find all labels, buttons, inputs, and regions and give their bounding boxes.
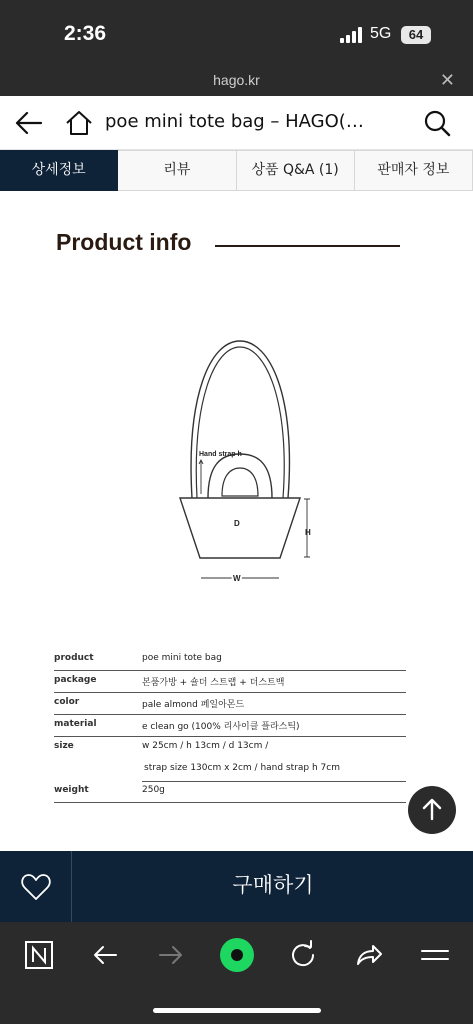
spec-key: material <box>54 719 97 729</box>
arrow-up-icon <box>408 786 456 834</box>
home-icon[interactable] <box>64 109 94 137</box>
naver-n-icon[interactable] <box>22 938 56 972</box>
spec-value: 250g <box>142 785 165 795</box>
browser-toolbar <box>0 922 473 1024</box>
spec-key: product <box>54 653 94 663</box>
spec-row <box>54 781 406 803</box>
spec-row <box>54 649 406 671</box>
spec-value: 본품가방 + 숄더 스트랩 + 더스트백 <box>142 678 285 688</box>
spec-key: size <box>54 741 74 751</box>
width-label: W <box>233 574 241 583</box>
tab-detail-info[interactable]: 상세정보 <box>0 150 118 191</box>
bag-body-outline <box>180 498 300 558</box>
battery-indicator: 64 <box>401 26 431 44</box>
search-icon[interactable] <box>423 109 451 137</box>
height-label: H <box>305 528 311 537</box>
back-arrow-icon[interactable] <box>14 110 44 136</box>
url-domain: hago.kr <box>213 72 260 88</box>
product-detail-content <box>0 191 473 851</box>
status-bar <box>0 0 473 67</box>
spec-row <box>54 759 406 781</box>
share-icon[interactable] <box>352 938 386 972</box>
status-time: 2:36 <box>64 22 107 45</box>
product-info-heading: Product info <box>56 229 192 255</box>
wishlist-button[interactable] <box>0 851 72 922</box>
detail-tabs <box>0 150 473 191</box>
close-icon[interactable]: ✕ <box>439 70 455 91</box>
menu-icon[interactable] <box>418 938 452 972</box>
tab-seller-info[interactable]: 판매자 정보 <box>355 150 473 191</box>
depth-label: D <box>234 519 240 528</box>
green-dot-icon[interactable] <box>218 936 256 974</box>
heart-icon <box>0 851 72 922</box>
spec-value: strap size 130cm x 2cm / hand strap h 7cm <box>144 763 340 773</box>
buy-button[interactable]: 구매하기 <box>232 873 314 897</box>
refresh-icon[interactable] <box>286 938 320 972</box>
tab-reviews[interactable]: 리뷰 <box>118 150 236 191</box>
heading-divider <box>215 245 400 247</box>
spec-value: w 25cm / h 13cm / d 13cm / <box>142 741 269 751</box>
spec-row <box>54 671 406 693</box>
browser-forward-icon[interactable] <box>154 938 188 972</box>
spec-table <box>54 649 406 803</box>
spec-row <box>54 715 406 737</box>
page-title: poe mini tote bag – HAGO(… <box>105 111 364 132</box>
page-header <box>0 96 473 150</box>
spec-row <box>54 737 406 759</box>
url-bar[interactable] <box>0 67 473 96</box>
spec-value: pale almond 페일아몬드 <box>142 700 245 710</box>
bag-dimension-diagram <box>170 336 330 596</box>
spec-key: color <box>54 697 80 707</box>
tab-qna[interactable]: 상품 Q&A (1) <box>237 150 355 191</box>
hand-strap-label: Hand strap h <box>199 451 242 458</box>
spec-key: weight <box>54 785 89 795</box>
home-indicator <box>153 1008 321 1013</box>
purchase-bar <box>0 851 473 922</box>
spec-value: e clean go (100% 리사이클 플라스틱) <box>142 722 300 732</box>
signal-icon <box>340 27 364 43</box>
browser-back-icon[interactable] <box>88 938 122 972</box>
spec-key: package <box>54 675 97 685</box>
network-type: 5G <box>370 25 392 42</box>
spec-value: poe mini tote bag <box>142 653 222 663</box>
scroll-top-button[interactable] <box>408 786 456 834</box>
spec-row <box>54 693 406 715</box>
